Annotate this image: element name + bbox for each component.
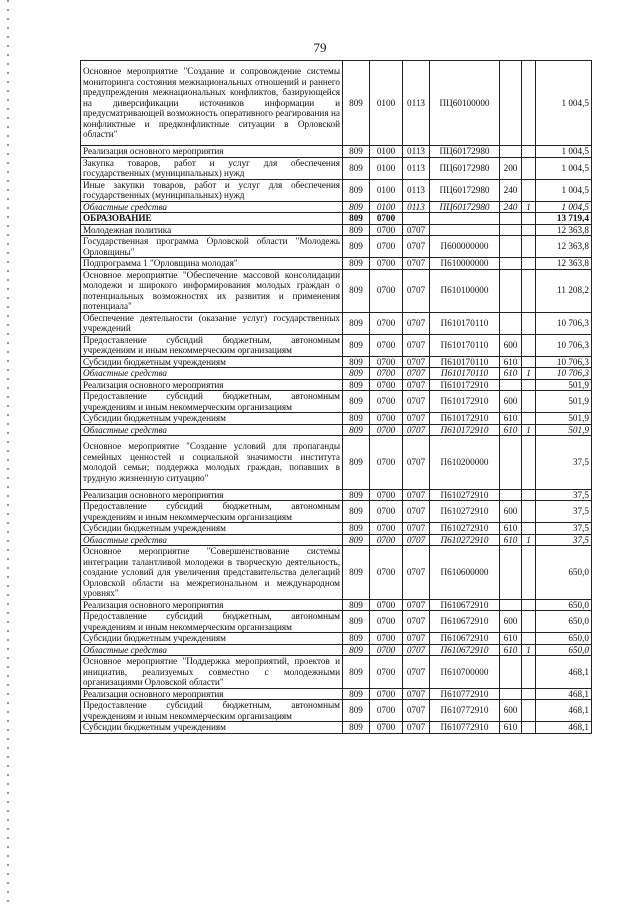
row-section-cell: 0700 (370, 258, 403, 270)
row-target-cell (430, 213, 500, 225)
row-section-cell: 0700 (370, 688, 403, 700)
row-name-cell: Областные средства (81, 534, 343, 546)
row-target-cell: П600000000 (430, 236, 500, 258)
budget-table (80, 60, 592, 734)
row-gr-cell: 809 (343, 236, 370, 258)
row-source-cell: 1 (522, 368, 536, 380)
row-amount-cell: 13 719,4 (536, 213, 592, 225)
table-row (81, 334, 592, 356)
row-source-cell (522, 334, 536, 356)
row-section-cell: 0700 (370, 356, 403, 368)
row-section-cell: 0700 (370, 391, 403, 413)
row-type-cell: 610 (500, 368, 522, 380)
row-type-cell (500, 379, 522, 391)
row-section-cell: 0100 (370, 61, 403, 146)
row-name-cell: Предоставление субсидий бюджетным, автономным учреждениям и иным некоммерческим организациям (81, 611, 343, 633)
row-subsection-cell: 0707 (403, 379, 430, 391)
row-gr-cell: 809 (343, 644, 370, 656)
row-source-cell (522, 501, 536, 523)
row-target-cell: П610272910 (430, 534, 500, 546)
row-target-cell: ПЦ60100000 (430, 61, 500, 146)
row-source-cell (522, 633, 536, 645)
row-subsection-cell: 0113 (403, 179, 430, 201)
row-source-cell (522, 436, 536, 490)
row-type-cell (500, 269, 522, 312)
row-amount-cell: 10 706,3 (536, 334, 592, 356)
row-section-cell: 0700 (370, 633, 403, 645)
row-subsection-cell: 0113 (403, 146, 430, 158)
table-row (81, 722, 592, 734)
row-type-cell: 240 (500, 201, 522, 213)
row-gr-cell: 809 (343, 179, 370, 201)
row-section-cell: 0700 (370, 611, 403, 633)
row-target-cell: П610170110 (430, 312, 500, 334)
row-gr-cell: 809 (343, 722, 370, 734)
row-subsection-cell: 0707 (403, 436, 430, 490)
row-amount-cell: 12 363,8 (536, 236, 592, 258)
row-subsection-cell: 0707 (403, 391, 430, 413)
row-target-cell: П610272910 (430, 501, 500, 523)
row-type-cell: 600 (500, 334, 522, 356)
row-amount-cell: 10 706,3 (536, 368, 592, 380)
row-name-cell: Субсидии бюджетным учреждениям (81, 413, 343, 425)
row-subsection-cell: 0113 (403, 157, 430, 179)
row-gr-cell: 809 (343, 599, 370, 611)
row-target-cell: ПЦ60172980 (430, 179, 500, 201)
row-source-cell (522, 489, 536, 501)
table-row (81, 501, 592, 523)
row-source-cell (522, 700, 536, 722)
row-source-cell (522, 236, 536, 258)
row-subsection-cell: 0707 (403, 534, 430, 546)
table-row (81, 391, 592, 413)
row-gr-cell: 809 (343, 424, 370, 436)
row-subsection-cell: 0707 (403, 722, 430, 734)
row-source-cell (522, 722, 536, 734)
row-type-cell (500, 61, 522, 146)
row-name-cell: Областные средства (81, 368, 343, 380)
row-name-cell: Иные закупки товаров, работ и услуг для обеспечения государственных (муниципальных) нужд (81, 179, 343, 201)
row-amount-cell: 37,5 (536, 436, 592, 490)
row-section-cell: 0700 (370, 523, 403, 535)
row-type-cell (500, 688, 522, 700)
row-target-cell: ПЦ60172980 (430, 201, 500, 213)
table-row (81, 700, 592, 722)
row-source-cell (522, 61, 536, 146)
row-amount-cell: 11 208,2 (536, 269, 592, 312)
row-name-cell: Областные средства (81, 424, 343, 436)
row-subsection-cell: 0707 (403, 368, 430, 380)
row-type-cell: 610 (500, 356, 522, 368)
row-gr-cell: 809 (343, 258, 370, 270)
row-name-cell: Реализация основного мероприятия (81, 379, 343, 391)
row-subsection-cell: 0707 (403, 656, 430, 689)
row-section-cell: 0100 (370, 157, 403, 179)
row-amount-cell: 12 363,8 (536, 258, 592, 270)
row-subsection-cell: 0707 (403, 688, 430, 700)
row-gr-cell: 809 (343, 413, 370, 425)
row-gr-cell: 809 (343, 391, 370, 413)
row-source-cell (522, 258, 536, 270)
row-source-cell (522, 213, 536, 225)
row-type-cell (500, 236, 522, 258)
row-name-cell: Обеспечение деятельности (оказание услуг) государственных учреждений (81, 312, 343, 334)
row-amount-cell: 468,1 (536, 688, 592, 700)
row-gr-cell: 809 (343, 368, 370, 380)
row-name-cell: Реализация основного мероприятия (81, 599, 343, 611)
row-type-cell: 610 (500, 534, 522, 546)
row-amount-cell: 10 706,3 (536, 356, 592, 368)
row-section-cell: 0700 (370, 656, 403, 689)
table-row (81, 489, 592, 501)
table-row (81, 157, 592, 179)
row-name-cell: Субсидии бюджетным учреждениям (81, 722, 343, 734)
table-row (81, 258, 592, 270)
row-type-cell (500, 599, 522, 611)
row-gr-cell: 809 (343, 61, 370, 146)
row-type-cell: 610 (500, 523, 522, 535)
row-gr-cell: 809 (343, 611, 370, 633)
row-subsection-cell: 0707 (403, 611, 430, 633)
row-source-cell (522, 599, 536, 611)
row-subsection-cell: 0707 (403, 489, 430, 501)
row-gr-cell: 809 (343, 546, 370, 600)
row-name-cell: Предоставление субсидий бюджетным, автономным учреждениям и иным некоммерческим организациям (81, 391, 343, 413)
row-target-cell: П610272910 (430, 523, 500, 535)
row-target-cell: П610100000 (430, 269, 500, 312)
row-source-cell: 1 (522, 424, 536, 436)
row-name-cell: Реализация основного мероприятия (81, 489, 343, 501)
row-gr-cell: 809 (343, 269, 370, 312)
table-row (81, 213, 592, 225)
row-amount-cell: 37,5 (536, 501, 592, 523)
row-target-cell: П610172910 (430, 379, 500, 391)
row-type-cell (500, 489, 522, 501)
row-section-cell: 0700 (370, 379, 403, 391)
table-row (81, 599, 592, 611)
row-section-cell: 0100 (370, 146, 403, 158)
row-section-cell: 0100 (370, 201, 403, 213)
row-section-cell: 0700 (370, 236, 403, 258)
row-type-cell: 240 (500, 179, 522, 201)
row-target-cell: П610672910 (430, 599, 500, 611)
row-source-cell: 1 (522, 201, 536, 213)
row-source-cell (522, 146, 536, 158)
row-name-cell: Предоставление субсидий бюджетным, автономным учреждениям и иным некоммерческим организациям (81, 700, 343, 722)
row-section-cell: 0700 (370, 546, 403, 600)
table-row (81, 356, 592, 368)
row-name-cell: Предоставление субсидий бюджетным, автономным учреждениям и иным некоммерческим организациям (81, 501, 343, 523)
row-source-cell (522, 179, 536, 201)
row-gr-cell: 809 (343, 379, 370, 391)
row-type-cell (500, 146, 522, 158)
row-name-cell: ОБРАЗОВАНИЕ (81, 213, 343, 225)
row-subsection-cell: 0113 (403, 201, 430, 213)
row-source-cell (522, 269, 536, 312)
row-subsection-cell: 0707 (403, 546, 430, 600)
row-gr-cell: 809 (343, 312, 370, 334)
table-row (81, 236, 592, 258)
row-type-cell: 200 (500, 157, 522, 179)
row-source-cell (522, 656, 536, 689)
row-amount-cell: 501,9 (536, 379, 592, 391)
row-section-cell: 0700 (370, 489, 403, 501)
row-type-cell: 600 (500, 611, 522, 633)
table-row (81, 534, 592, 546)
row-subsection-cell: 0707 (403, 424, 430, 436)
table-row (81, 688, 592, 700)
row-name-cell: Субсидии бюджетным учреждениям (81, 523, 343, 535)
row-name-cell: Основное мероприятие "Создание условий для пропаганды семейных ценностей и социальной значимости института молодой семьи; поддержка молодых граждан, попавших в трудную жизненную ситуацию" (81, 436, 343, 490)
row-target-cell: ПЦ60172980 (430, 157, 500, 179)
table-row (81, 146, 592, 158)
row-name-cell: Закупка товаров, работ и услуг для обеспечения государственных (муниципальных) нужд (81, 157, 343, 179)
row-amount-cell: 1 004,5 (536, 61, 592, 146)
row-amount-cell: 37,5 (536, 534, 592, 546)
row-source-cell (522, 688, 536, 700)
row-gr-cell: 809 (343, 534, 370, 546)
row-type-cell (500, 258, 522, 270)
row-name-cell: Основное мероприятие "Создание и сопровождение системы мониторинга состояния межнациональных отношений и раннего предупреждения межнациональных конфликтов, базирующейся на диверсификации источников информации и предусматривающей возможность оперативного реагирования на конфликтные и предконфликтные ситуации в Орловской области" (81, 61, 343, 146)
row-subsection-cell: 0707 (403, 236, 430, 258)
table-row (81, 179, 592, 201)
row-target-cell: П610672910 (430, 633, 500, 645)
row-gr-cell: 809 (343, 224, 370, 236)
row-target-cell: П610672910 (430, 644, 500, 656)
row-amount-cell: 650,0 (536, 633, 592, 645)
row-gr-cell: 809 (343, 656, 370, 689)
row-target-cell: П610170110 (430, 356, 500, 368)
row-gr-cell: 809 (343, 700, 370, 722)
row-section-cell: 0700 (370, 436, 403, 490)
table-row (81, 633, 592, 645)
row-type-cell: 610 (500, 644, 522, 656)
row-subsection-cell: 0707 (403, 334, 430, 356)
row-name-cell: Основное мероприятие "Поддержка мероприятий, проектов и инициатив, реализуемых совместно с молодежными организациями Орловской области" (81, 656, 343, 689)
row-section-cell: 0700 (370, 213, 403, 225)
row-amount-cell: 12 363,8 (536, 224, 592, 236)
row-target-cell: П610172910 (430, 413, 500, 425)
row-subsection-cell: 0707 (403, 700, 430, 722)
row-section-cell: 0700 (370, 368, 403, 380)
row-name-cell: Субсидии бюджетным учреждениям (81, 633, 343, 645)
row-type-cell: 610 (500, 722, 522, 734)
row-amount-cell: 650,0 (536, 546, 592, 600)
table-row (81, 546, 592, 600)
row-gr-cell: 809 (343, 688, 370, 700)
row-subsection-cell: 0707 (403, 269, 430, 312)
row-gr-cell: 809 (343, 501, 370, 523)
row-source-cell (522, 391, 536, 413)
table-row (81, 61, 592, 146)
row-name-cell: Молодежная политика (81, 224, 343, 236)
row-target-cell (430, 224, 500, 236)
row-type-cell: 600 (500, 700, 522, 722)
row-target-cell: П610772910 (430, 688, 500, 700)
row-amount-cell: 468,1 (536, 656, 592, 689)
row-subsection-cell (403, 213, 430, 225)
row-target-cell: ПЦ60172980 (430, 146, 500, 158)
row-source-cell (522, 413, 536, 425)
row-source-cell (522, 312, 536, 334)
row-source-cell (522, 523, 536, 535)
row-type-cell (500, 213, 522, 225)
row-gr-cell: 809 (343, 157, 370, 179)
row-section-cell: 0700 (370, 334, 403, 356)
row-target-cell: П610272910 (430, 489, 500, 501)
row-target-cell: П610600000 (430, 546, 500, 600)
row-type-cell (500, 546, 522, 600)
row-amount-cell: 37,5 (536, 489, 592, 501)
row-section-cell: 0700 (370, 599, 403, 611)
row-amount-cell: 468,1 (536, 722, 592, 734)
row-amount-cell: 37,5 (536, 523, 592, 535)
row-target-cell: П610200000 (430, 436, 500, 490)
row-source-cell (522, 611, 536, 633)
row-name-cell: Государственная программа Орловской области "Молодежь Орловщины" (81, 236, 343, 258)
row-name-cell: Подпрограмма 1 "Орловщина молодая" (81, 258, 343, 270)
row-type-cell (500, 312, 522, 334)
row-amount-cell: 501,9 (536, 391, 592, 413)
row-target-cell: П610000000 (430, 258, 500, 270)
row-source-cell: 1 (522, 644, 536, 656)
row-section-cell: 0700 (370, 644, 403, 656)
row-subsection-cell: 0707 (403, 501, 430, 523)
row-type-cell: 610 (500, 413, 522, 425)
row-target-cell: П610700000 (430, 656, 500, 689)
row-target-cell: П610772910 (430, 700, 500, 722)
row-subsection-cell: 0707 (403, 633, 430, 645)
table-row (81, 424, 592, 436)
table-row (81, 413, 592, 425)
row-subsection-cell: 0707 (403, 644, 430, 656)
table-row (81, 379, 592, 391)
row-subsection-cell: 0707 (403, 599, 430, 611)
row-type-cell (500, 436, 522, 490)
row-name-cell: Реализация основного мероприятия (81, 146, 343, 158)
row-subsection-cell: 0707 (403, 413, 430, 425)
row-gr-cell: 809 (343, 356, 370, 368)
scan-edge-dots (7, 0, 9, 905)
row-section-cell: 0700 (370, 413, 403, 425)
row-gr-cell: 809 (343, 334, 370, 356)
table-row (81, 201, 592, 213)
table-row (81, 368, 592, 380)
table-row (81, 269, 592, 312)
row-source-cell (522, 546, 536, 600)
row-amount-cell: 501,9 (536, 424, 592, 436)
row-source-cell (522, 379, 536, 391)
row-section-cell: 0700 (370, 700, 403, 722)
row-amount-cell: 1 004,5 (536, 146, 592, 158)
row-subsection-cell: 0707 (403, 224, 430, 236)
page-number: 79 (313, 40, 327, 55)
row-gr-cell: 809 (343, 146, 370, 158)
row-section-cell: 0700 (370, 424, 403, 436)
row-amount-cell: 650,0 (536, 599, 592, 611)
table-row (81, 312, 592, 334)
row-subsection-cell: 0707 (403, 523, 430, 535)
row-section-cell: 0700 (370, 312, 403, 334)
table-row (81, 644, 592, 656)
row-section-cell: 0700 (370, 501, 403, 523)
row-gr-cell: 809 (343, 633, 370, 645)
row-target-cell: П610672910 (430, 611, 500, 633)
row-amount-cell: 1 004,5 (536, 157, 592, 179)
row-source-cell: 1 (522, 534, 536, 546)
row-amount-cell: 1 004,5 (536, 179, 592, 201)
table-row (81, 436, 592, 490)
row-name-cell: Областные средства (81, 201, 343, 213)
row-section-cell: 0100 (370, 179, 403, 201)
row-target-cell: П610170110 (430, 368, 500, 380)
row-type-cell: 600 (500, 391, 522, 413)
row-type-cell (500, 224, 522, 236)
row-subsection-cell: 0113 (403, 61, 430, 146)
row-gr-cell: 809 (343, 523, 370, 535)
row-target-cell: П610772910 (430, 722, 500, 734)
row-amount-cell: 501,9 (536, 413, 592, 425)
row-gr-cell: 809 (343, 489, 370, 501)
row-section-cell: 0700 (370, 722, 403, 734)
row-gr-cell: 809 (343, 201, 370, 213)
row-type-cell: 610 (500, 633, 522, 645)
row-type-cell (500, 656, 522, 689)
row-subsection-cell: 0707 (403, 356, 430, 368)
row-section-cell: 0700 (370, 224, 403, 236)
row-amount-cell: 10 706,3 (536, 312, 592, 334)
row-source-cell (522, 356, 536, 368)
row-target-cell: П610172910 (430, 424, 500, 436)
table-row (81, 656, 592, 689)
table-row (81, 611, 592, 633)
row-target-cell: П610170110 (430, 334, 500, 356)
row-name-cell: Предоставление субсидий бюджетным, автономным учреждениям и иным некоммерческим организациям (81, 334, 343, 356)
row-gr-cell: 809 (343, 436, 370, 490)
row-name-cell: Основное мероприятие "Обеспечение массовой консолидации молодежи и широкого информирования молодых граждан о потенциальных возможностях их развития и применения потенциала" (81, 269, 343, 312)
row-name-cell: Областные средства (81, 644, 343, 656)
row-target-cell: П610172910 (430, 391, 500, 413)
row-section-cell: 0700 (370, 534, 403, 546)
row-source-cell (522, 224, 536, 236)
row-amount-cell: 1 004,5 (536, 201, 592, 213)
row-subsection-cell: 0707 (403, 312, 430, 334)
row-subsection-cell: 0707 (403, 258, 430, 270)
row-gr-cell: 809 (343, 213, 370, 225)
row-name-cell: Субсидии бюджетным учреждениям (81, 356, 343, 368)
table-row (81, 523, 592, 535)
row-amount-cell: 468,1 (536, 700, 592, 722)
row-amount-cell: 650,0 (536, 611, 592, 633)
row-section-cell: 0700 (370, 269, 403, 312)
row-type-cell: 610 (500, 424, 522, 436)
row-source-cell (522, 157, 536, 179)
row-name-cell: Реализация основного мероприятия (81, 688, 343, 700)
row-amount-cell: 650,0 (536, 644, 592, 656)
row-name-cell: Основное мероприятие "Совершенствование системы интеграции талантливой молодежи в творческую деятельность, создание условий для увеличения представительства делегаций Орловской области на межрегиональном и международном уровнях" (81, 546, 343, 600)
table-row (81, 224, 592, 236)
row-type-cell: 600 (500, 501, 522, 523)
